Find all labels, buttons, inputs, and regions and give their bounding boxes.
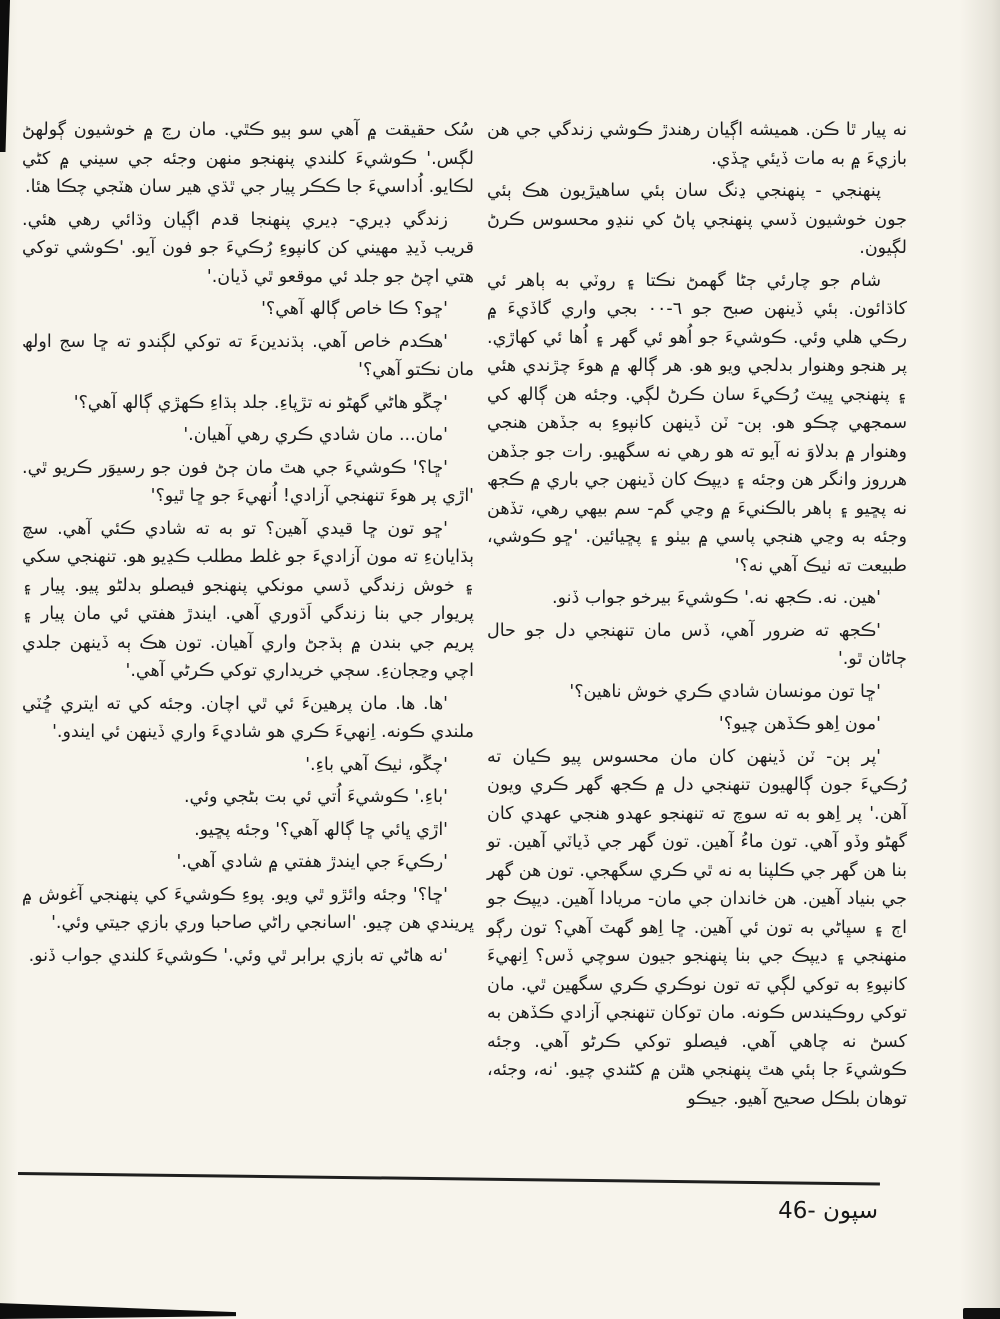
paragraph: 'ڇو؟ ڪا خاص ڳالھ آهي؟' <box>261 299 448 319</box>
paragraph: 'اڙي ڀائي ڇا ڳالھ آهي؟' وجئه پڇيو. <box>194 819 448 840</box>
paragraph: 'نه هاڻي ته بازي برابر ٿي وئي.' ڪوشيءَ کلندي جواب ڏنو. <box>28 945 448 966</box>
paragraph: 'ڪجھ ته ضرور آهي، ڏس مان تنهنجي دل جو حال ڄاڻان ٿو.' <box>487 620 907 669</box>
paragraph: شام جو چارئي ڄڻا گهمڻ نڪتا ۽ روٽي به ٻاهر ئي کاڌائون. ٻئي ڏينهن صبح جو ٦-٠٠ بجي واري گاڏيءَ ۾ رڪي هلي وئي. ڪوشيءَ جو اُهو ئي گهر ۽ اُها ئي کهاڙي. پر هنجو وهنوار بدلجي ويو هو. هر ڳالھ ۾ هوءَ چڙندي هئي ۽ پنهنجي ڀيٽ رُڪيءَ سان ڪرڻ لڳي. وجئه هن ڳالھ کي سمجهي چڪو هو. ٻن- ٽن ڏينهن کانپوءِ به جڏهن هنجي وهنوار ۾ بدلاوَ نه آيو ته هو رهي نه سگهيو. رات جو جڏهن هرروز وانگر هن وجئه ۽ ديپڪ کان ڏينهن جي باري ۾ ڪجھ نه پڇيو ۽ ٻاهر بالڪنيءَ ۾ وڃي گم- سم بيهي رهي، تڏهن وجئه به وڃي هنجي پاسي ۾ بيٺو ۽ پڇيائين. 'ڇو ڪوشي، طبيعت ته ٺيڪ آهي نه؟' <box>487 270 907 576</box>
paragraph: زندگي ڊيري- ڊيري پنهنجا قدم اڳيان وڌائي رهي هئي. قريب ڏيڍ مهيني کن کانپوءِ رُڪيءَ جو فون آيو. 'ڪوشي توکي هتي اچڻ جو جلد ئي موقعو ٿي ڏيان.' <box>22 209 474 287</box>
paragraph: نه پيار ٿا ڪن. هميشه اڳيان رهندڙ ڪوشي زندگي جي هن بازيءَ ۾ به مات ڏيئي ڇڏي. <box>487 120 907 169</box>
left-text-column <box>22 116 474 974</box>
paragraph: 'مون اِهو ڪڏهن چيو؟' <box>718 714 881 734</box>
paragraph: سُک حقيقت ۾ آهي سو ٻيو ڪٿي. مان رڃ ۾ خوشيون ڳولهڻ لڳس.' ڪوشيءَ کلندي پنهنجو منهن وجئه جي سيني ۾ کڻي لڪايو. اُداسيءَ جا ڪڪر پيار جي ٿڌي هير سان هٽجي چڪا هئا. <box>22 120 474 197</box>
paragraph: 'هين. نه. ڪجھ نه.' ڪوشيءَ بيرخو جواب ڏنو. <box>552 588 881 608</box>
paragraph: پنهنجي - پنهنجي ڍنگ سان ٻئي ساهيڙيون هڪ ٻئي جون خوشيون ڏسي پنهنجي پاڻ کي ننڍو محسوس ڪرڻ لڳيون. <box>487 181 907 258</box>
scan-artifact-bottom-right <box>963 1308 1000 1319</box>
scan-artifact-bottom-left <box>0 1301 236 1319</box>
paragraph: 'ڇا؟' وجئه وائڙو ٿي ويو. پوءِ ڪوشيءَ کي پنهنجي آغوش ۾ ڀريندي هن چيو. 'اسانجي راڻي صاحبا وري بازي جيتي وئي.' <box>22 884 474 933</box>
paragraph: 'ڇو تون ڇا قيدي آهين؟ تو به ته شادي ڪئي آهي. سچ ٻڌايانءِ ته مون آزاديءَ جو غلط مطلب ڪڍيو هو. تنهنجي سکي ۽ خوش زندگي ڏسي مونکي پنهنجو فيصلو بدلڻو پيو. پيار ۽ پريوار جي بنا زندگي اَڌوري آهي. ايندڙ هفتي ئي مان پيار ۽ پريم جي بندن ۾ ٻڌجڻ واري آهيان. تون هڪ ٻه ڏينهن جلدي اچي وڃجانءِ. سڄي خريداري توکي ڪرڻي آهي.' <box>22 518 474 681</box>
paragraph: 'ڇا؟' ڪوشيءَ جي هٿ مان ڄڻ فون جو رسيوَر ڪريو ٿي. 'اڙي پر هوءَ تنهنجي آزادي! اُنهيءَ جو ڇا ٿيو؟' <box>22 457 474 506</box>
paragraph: 'چڱو هاڻي گهڻو نه تڙپاءِ. جلد ٻڌاءِ ڪهڙي ڳالھ آهي؟' <box>73 392 448 413</box>
footer-rule <box>18 1172 880 1185</box>
page-number: سپون -46 <box>778 1198 878 1224</box>
paragraph: 'ڇا تون مونسان شادي ڪري خوش ناهين؟' <box>569 681 881 702</box>
paragraph: 'مان... مان شادي ڪري رهي آهيان.' <box>183 425 448 445</box>
scan-artifact-top-left <box>0 0 10 152</box>
paragraph: 'رڪيءَ جي ايندڙ هفتي ۾ شادي آهي.' <box>176 852 448 872</box>
paragraph: 'ها. ها. مان پرهينءَ ئي ٿي اچان. وجئه کي ته ايتري ڇُٽي ملندي ڪونه. اِنهيءَ ڪري هو شاديءَ واري ڏينهن ئي ايندو.' <box>22 693 474 742</box>
paragraph: 'باءِ.' ڪوشيءَ اُتي ئي بت بڻجي وئي. <box>183 787 448 807</box>
paragraph: 'هڪدم خاص آهي. ٻڌندينءَ ته توکي لڳندو ته ڇا سج اولھ مان نڪتو آهي؟' <box>22 331 474 380</box>
paragraph: 'پر ٻن- ٽن ڏينهن کان مان محسوس پيو ڪيان ته رُڪيءَ جون ڳالهيون تنهنجي دل ۾ ڪجھ گهر ڪري ويون آهن.' پر اِهو به ته سوچ ته تنهنجو عهدو هنجي عهدي کان گهڻو وڏو آهي. تون ماءُ آهين. تون گهر جي ڏياٽي آهين. تو بنا هن گهر جي ڪلپنا به نه ٿي ڪري سگهجي. تون هن گهر جي بنياد آهين. هن خاندان جي مان- مريادا آهين. ديپڪ جو اڄ ۽ سڀاڻي به تون ئي آهين. ڇا اِهو گهٽ آهي؟ تون رڳو منهنجي ۽ ديپڪ جي بنا پنهنجو جيون سوچي ڏس؟ اِنهيءَ کانپوءِ به توکي لڳي ته تون نوڪري ڪري سگهين ٿي. مان توکي روڪيندس ڪونه. مان توکان تنهنجي آزادي ڪڏهن به کسڻ نه چاهي آهي. فيصلو توکي ڪرڻو آهي. وجئه ڪوشيءَ جا ٻئي هٿ پنهنجي هٿن ۾ کڻندي چيو. 'نه، وجئه، توهان بلڪل صحيح آهيو. جيڪو <box>487 746 907 1109</box>
right-text-column <box>487 116 907 1117</box>
paragraph: 'چڱو، ٺيڪ آهي باءِ.' <box>305 754 448 775</box>
